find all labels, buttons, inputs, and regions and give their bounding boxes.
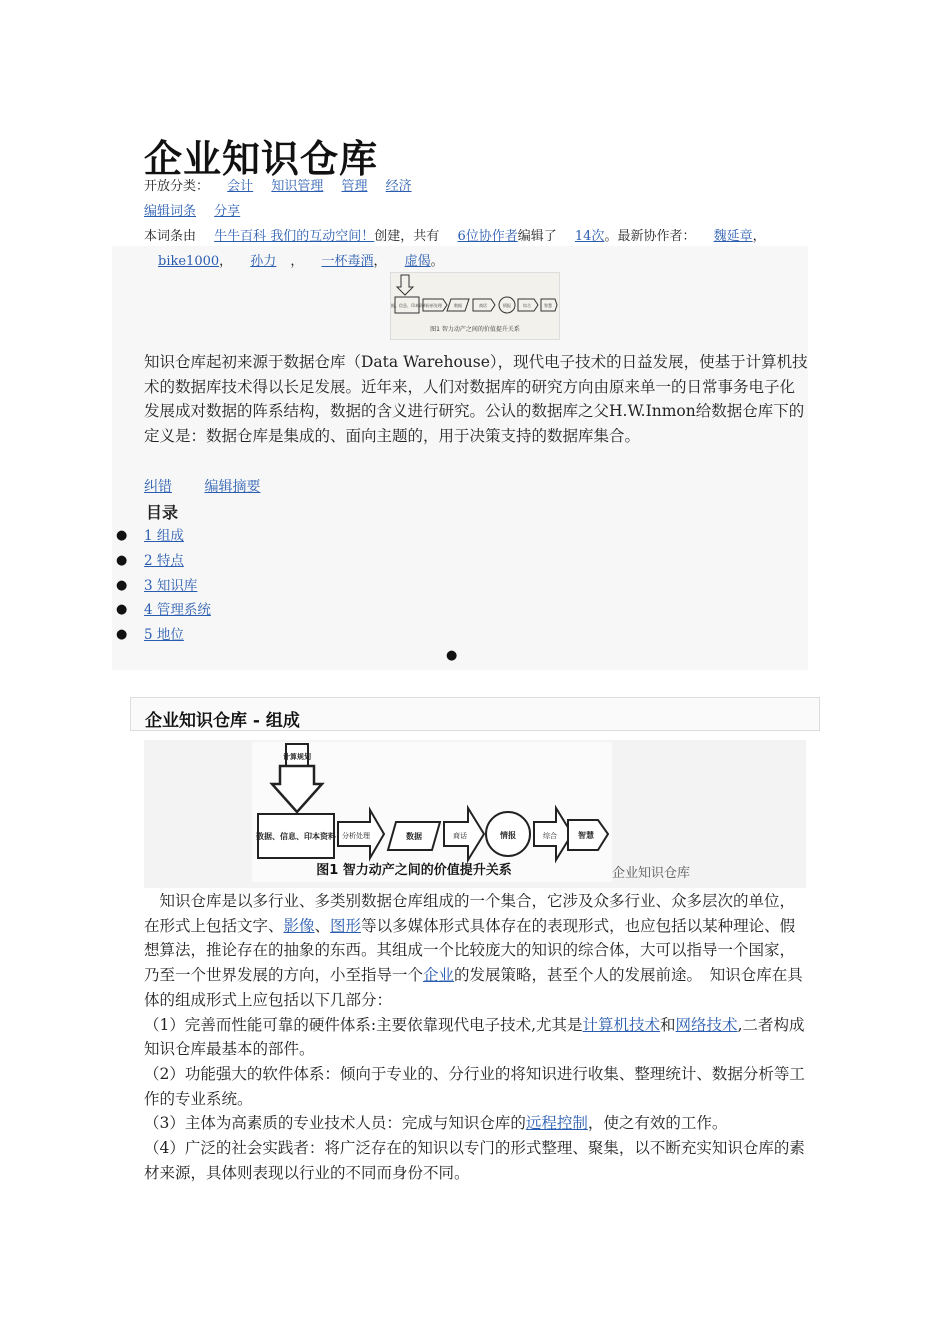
bullet-icon: ● <box>116 552 128 568</box>
toc-item <box>116 524 211 549</box>
top-label: 计算规划 <box>283 753 311 761</box>
section-heading <box>130 697 820 731</box>
page-title: 企业知识仓库 <box>144 137 379 181</box>
latest-author-1[interactable]: 魏延章 <box>713 229 753 244</box>
fix-error-link[interactable]: 纠错 <box>144 479 172 495</box>
tag-accounting[interactable]: 会计 <box>227 179 254 194</box>
tag-economy[interactable]: 经济 <box>385 179 412 194</box>
category-label: 开放分类： <box>144 179 210 194</box>
small-box-wisdom: 智慧 <box>544 303 552 308</box>
category-row <box>144 177 412 197</box>
tag-management[interactable]: 管理 <box>341 179 368 194</box>
summary-figure-caption: 图1 智力动产之间的价值提升关系 <box>430 326 520 333</box>
toc-link-status[interactable]: 5 地位 <box>144 627 184 644</box>
toc-link-composition[interactable]: 1 组成 <box>144 528 184 544</box>
big-step-data: 数据 <box>406 832 422 841</box>
big-step-analysis: 分析处理 <box>342 832 370 840</box>
creator-link[interactable]: 牛牛百科 我们的互动空间！ <box>214 229 375 244</box>
composition-paragraph-2: （1）完善而性能可靠的硬件体系:主要依靠现代电子技术,尤其是计算机技术和网络技术,二者构成知识仓库最基本的部件。 <box>144 1015 805 1059</box>
link-enterprise[interactable]: 企业 <box>423 966 455 985</box>
toc-title: 目录 <box>146 503 179 522</box>
authors-link[interactable]: 6位协作者 <box>457 229 518 244</box>
credits-row: 本词条由 牛牛百科 我们的互动空间！创建，共有 6位协作者编辑了 14次。最新协作者： 魏延章， <box>144 229 766 244</box>
composition-figure <box>144 740 806 888</box>
tag-knowledge-management[interactable]: 知识管理 <box>271 179 324 194</box>
edit-count-link[interactable]: 14次 <box>574 229 605 244</box>
latest-author-5[interactable]: 虚偈 <box>404 254 431 269</box>
composition-paragraph-3: （2）功能强大的软件体系：倾向于专业的、分行业的将知识进行收集、整理统计、数据分析等工作的专业系统。 <box>144 1064 805 1108</box>
edit-summary-link[interactable]: 编辑摘要 <box>204 479 261 495</box>
latest-author-4[interactable]: 一杯毒酒 <box>321 254 374 269</box>
small-box-synthesis: 综合 <box>523 303 531 308</box>
link-network-tech[interactable]: 网络技术 <box>675 1015 738 1034</box>
big-step-wisdom: 智慧 <box>578 831 594 840</box>
toc-link-knowledge-base[interactable]: 3 知识库 <box>144 577 198 594</box>
share-link[interactable]: 分享 <box>214 204 241 219</box>
composition-flow-diagram <box>144 740 806 888</box>
big-step-synthesis: 综合 <box>543 832 557 840</box>
credits-mid-3: 。最新协作者： <box>604 229 696 244</box>
action-row <box>144 202 240 222</box>
intro-links <box>144 477 260 497</box>
toc-link-features[interactable]: 2 特点 <box>144 552 184 569</box>
composition-figure-caption: 图1 智力动产之间的价值提升关系 <box>316 863 512 878</box>
small-box-input: 数据、信息、印本资料 <box>391 303 427 308</box>
latest-author-3[interactable]: 孙力 <box>250 254 277 269</box>
link-remote-control[interactable]: 远程控制 <box>525 1114 588 1133</box>
bullet-icon: ● <box>116 627 128 643</box>
latest-authors-row: bike1000， 孙力 ， 一杯毒酒， 虚偈。 <box>158 254 444 269</box>
link-image[interactable]: 影像 <box>283 916 315 935</box>
toc-link-management-system[interactable]: 4 管理系统 <box>144 602 211 619</box>
link-computer-tech[interactable]: 计算机技术 <box>582 1015 661 1034</box>
toc-item <box>116 574 211 599</box>
toc-item <box>116 598 211 623</box>
small-box-talk: 商话 <box>479 303 487 308</box>
composition-paragraph-4: （3）主体为高素质的专业技术人员：完成与知识仓库的远程控制，使之有效的工作。 <box>144 1114 728 1133</box>
credits-mid-2: 编辑了 <box>517 229 557 244</box>
bullet-icon: ● <box>116 602 128 618</box>
section-body <box>144 889 808 1185</box>
toc-item <box>116 623 211 648</box>
latest-author-2[interactable]: bike1000 <box>158 254 220 269</box>
big-box-input: 数据、信息、印本资料 <box>256 832 336 841</box>
table-of-contents <box>116 524 211 648</box>
toc-item <box>116 549 211 574</box>
image-label: 企业知识仓库 <box>612 866 691 881</box>
big-step-intel: 情报 <box>500 831 516 840</box>
bullet-icon: ● <box>446 648 458 663</box>
summary-figure <box>390 272 560 340</box>
small-box-intel: 情报 <box>503 303 511 308</box>
section-heading-text: 企业知识仓库 - 组成 <box>145 711 300 731</box>
intro-paragraph: 知识仓库起初来源于数据仓库（Data Warehouse），现代电子技术的日益发展，使基于计算机技术的数据库技术得以长足发展。近年来，人们对数据库的研究方向由原来单一的日常事务电子化发展成对数据的阵系结构，数据的含义进行研究。公认的数据库之父H.W.Inmon给数据仓库下的定义是：数据仓库是集成的、面向主题的，用于决策支持的数据库集合。 <box>144 353 808 446</box>
small-box-data: 数据 <box>454 303 462 308</box>
credits-mid-1: 创建，共有 <box>374 229 440 244</box>
bullet-icon: ● <box>116 577 128 593</box>
composition-paragraph-1: 知识仓库是以多行业、多类别数据仓库组成的一个集合，它涉及众多行业、众多层次的单位，在形式上包括文字、影像、图形等以多媒体形式具体存在的表现形式，也应包括以某种理论、假想算法，推论存在的抽象的东西。其组成一个比较庞大的知识的综合体，大可以指导一个国家，乃至一个世界发展的方向，小至指导一个企业的发展策略，甚至个人的发展前途。 知识仓库在具体的组成形式上应包括以下几部分： <box>144 892 803 1009</box>
composition-paragraph-5: （4）广泛的社会实践者：将广泛存在的知识以专门的形式整理、聚集，以不断充实知识仓库的素材来源，具体则表现以行业的不同而身份不同。 <box>144 1139 805 1182</box>
bullet-icon: ● <box>116 528 128 543</box>
summary-flow-diagram <box>391 273 559 339</box>
big-step-talk: 商话 <box>453 832 467 840</box>
link-graphic[interactable]: 图形 <box>330 916 362 935</box>
credits-prefix: 本词条由 <box>144 229 197 244</box>
small-box-analysis: 分析处理 <box>426 303 442 308</box>
edit-entry-link[interactable]: 编辑词条 <box>144 204 197 219</box>
